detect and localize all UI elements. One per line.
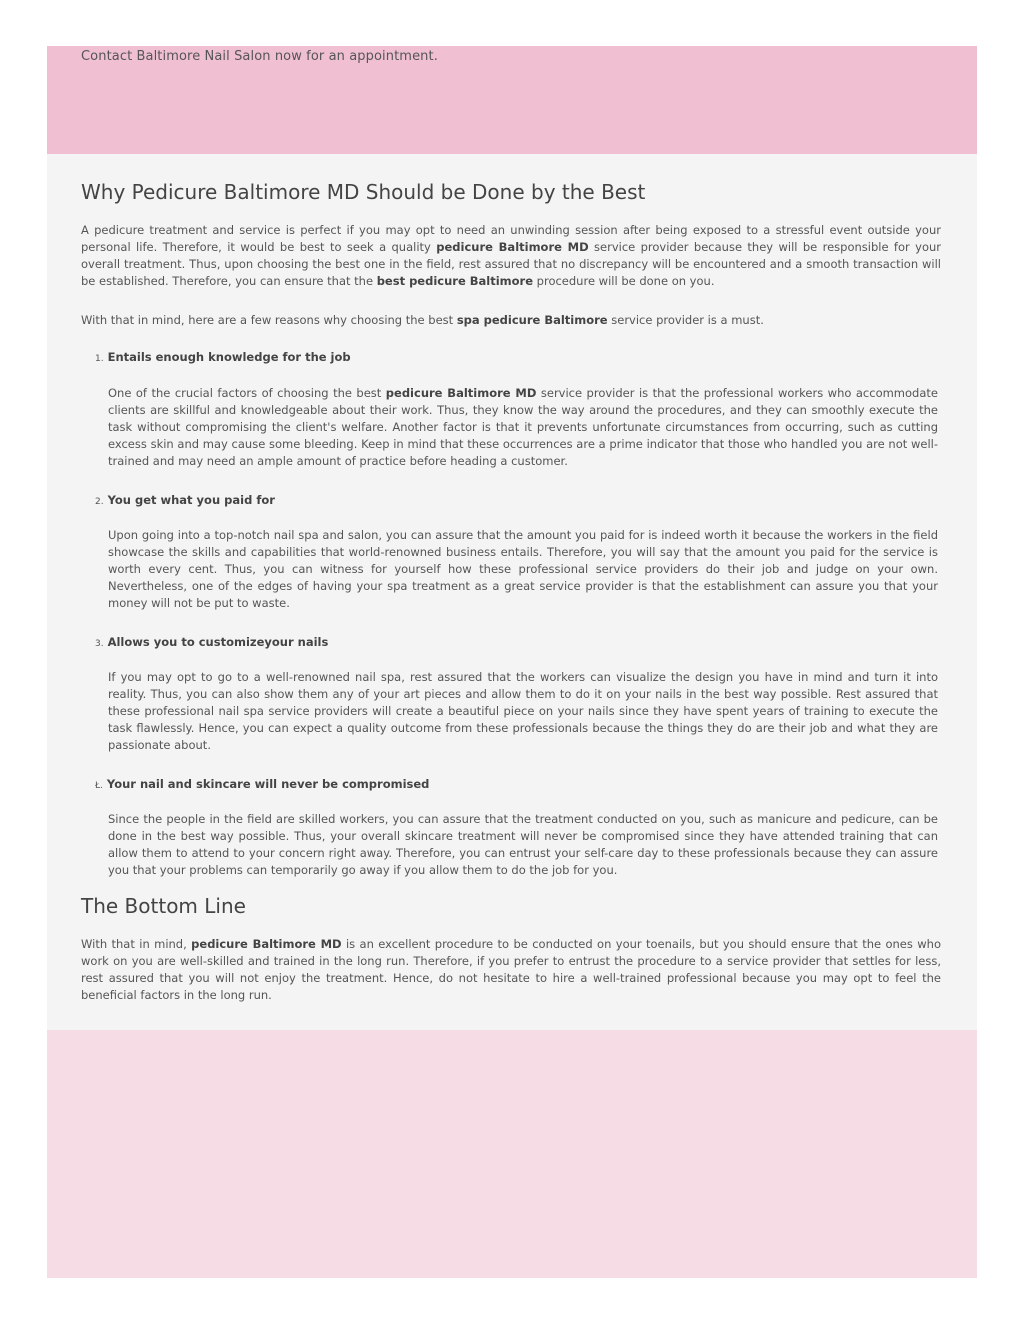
bottom-line-paragraph: [81, 936, 941, 1004]
list-heading-text: Entails enough knowledge for the job: [107, 350, 351, 364]
list-heading-text: Allows you to customizeyour nails: [107, 635, 329, 649]
list-heading-text: You get what you paid for: [107, 493, 275, 507]
item-text-1: One of the crucial factors of choosing the best: [108, 386, 386, 400]
reasons-keyword: spa pedicure Baltimore: [456, 313, 608, 327]
list-number: 3.: [95, 639, 104, 649]
intro-text-1: A pedicure treatment and service is perfect if you may opt to need an unwinding session after being exposed to a stressful event outside your personal life. Therefore, it would be best to seek a quality: [81, 223, 941, 254]
list-item-body: Upon going into a top-notch nail spa and salon, you can assure that the amount you paid for is indeed worth it because the workers in the field showcase the skills and capabilities that world-renowned business entails. Therefore, you will say that the amount you paid for the service is worth every cent. Thus, you can witness for yourself how these professional service providers do their job and judge on your own. Nevertheless, one of the edges of having your spa treatment as a great service provider is that the establishment can assure you that your money will not be put to waste.: [108, 528, 938, 610]
bottom-keyword: pedicure Baltimore MD: [191, 937, 342, 951]
intro-keyword-2: best pedicure Baltimore: [376, 274, 534, 288]
reasons-text-2: service provider is a must.: [607, 313, 764, 327]
list-item-body: Since the people in the field are skilled workers, you can assure that the treatment conducted on you, such as manicure and pedicure, can be done in the best way possible. Thus, your overall skincare treatment will never be compromised since they have attended training that can allow them to attend to your concern right away. Therefore, you can entrust your self-care day to these professionals because they can assure you that your problems can temporarily go away if you allow them to do the job for you.: [108, 812, 938, 877]
list-item-body: If you may opt to go to a well-renowned nail spa, rest assured that the workers can visualize the design you have in mind and turn it into reality. Thus, you can also show them any of your art pieces and allow them to do it on your nails in the best way possible. Rest assured that these professional nail spa service providers will create a beautiful piece on your nails since they have spent years of training to execute the task flawlessly. Hence, you can expect a quality outcome from these professionals because the things they do are their job and what they are passionate about.: [108, 670, 938, 752]
reasons-text-1: With that in mind, here are a few reasons why choosing the best: [81, 313, 457, 327]
list-item-heading: [95, 777, 429, 791]
bottom-text-1: With that in mind,: [81, 937, 192, 951]
contact-line: Contact Baltimore Nail Salon now for an appointment.: [81, 49, 438, 64]
section-title-bottom-line: The Bottom Line: [81, 894, 246, 918]
intro-keyword-1: pedicure Baltimore MD: [436, 240, 589, 254]
list-item-body: [108, 385, 938, 470]
bottom-text-2: is an excellent procedure to be conducted on your toenails, but you should ensure that the ones who work on you are well-skilled and trained in the long run. Therefore, if you prefer to entrust the procedure to a service provider that settles for less, rest assured that you will not enjoy the treatment. Hence, do not hesitate to hire a well-trained professional because you may opt to feel the beneficial factors in the long run.: [81, 937, 941, 1002]
list-item-heading: [95, 493, 275, 507]
section-title-why-pedicure: Why Pedicure Baltimore MD Should be Done by the Best: [81, 180, 646, 204]
item-text-2: service provider is that the professional workers who accommodate clients are skillful and knowledgeable about their work. Thus, they know the way around the procedures, and they can smoothly execute the task without compromising the client's welfare. Another factor is that it prevents unfortunate circumstances from occurring, such as cutting excess skin and may cause some bleeding. Keep in mind that these occurrences are a prime indicator that those who handled you are not well-trained and may need an ample amount of practice before heading a customer.: [108, 386, 938, 468]
reasons-paragraph: [81, 312, 941, 329]
top-banner: [47, 46, 977, 154]
intro-text-3: procedure will be done on you.: [533, 274, 715, 288]
intro-text-2: service provider because they will be responsible for your overall treatment. Thus, upon choosing the best one in the field, rest assured that no discrepancy will be encountered and a smooth transaction will be established. Therefore, you can ensure that the: [81, 240, 941, 288]
list-item-heading: [95, 635, 328, 649]
list-number: 2.: [95, 497, 104, 507]
bottom-banner: [47, 1030, 977, 1278]
list-heading-text: Your nail and skincare will never be compromised: [106, 777, 430, 791]
list-number: 1.: [95, 354, 104, 364]
intro-paragraph: [81, 222, 941, 290]
article-content: [47, 154, 977, 1030]
item-keyword: pedicure Baltimore MD: [385, 386, 537, 400]
list-number: Ł.: [95, 781, 103, 791]
list-item-heading: [95, 350, 351, 364]
